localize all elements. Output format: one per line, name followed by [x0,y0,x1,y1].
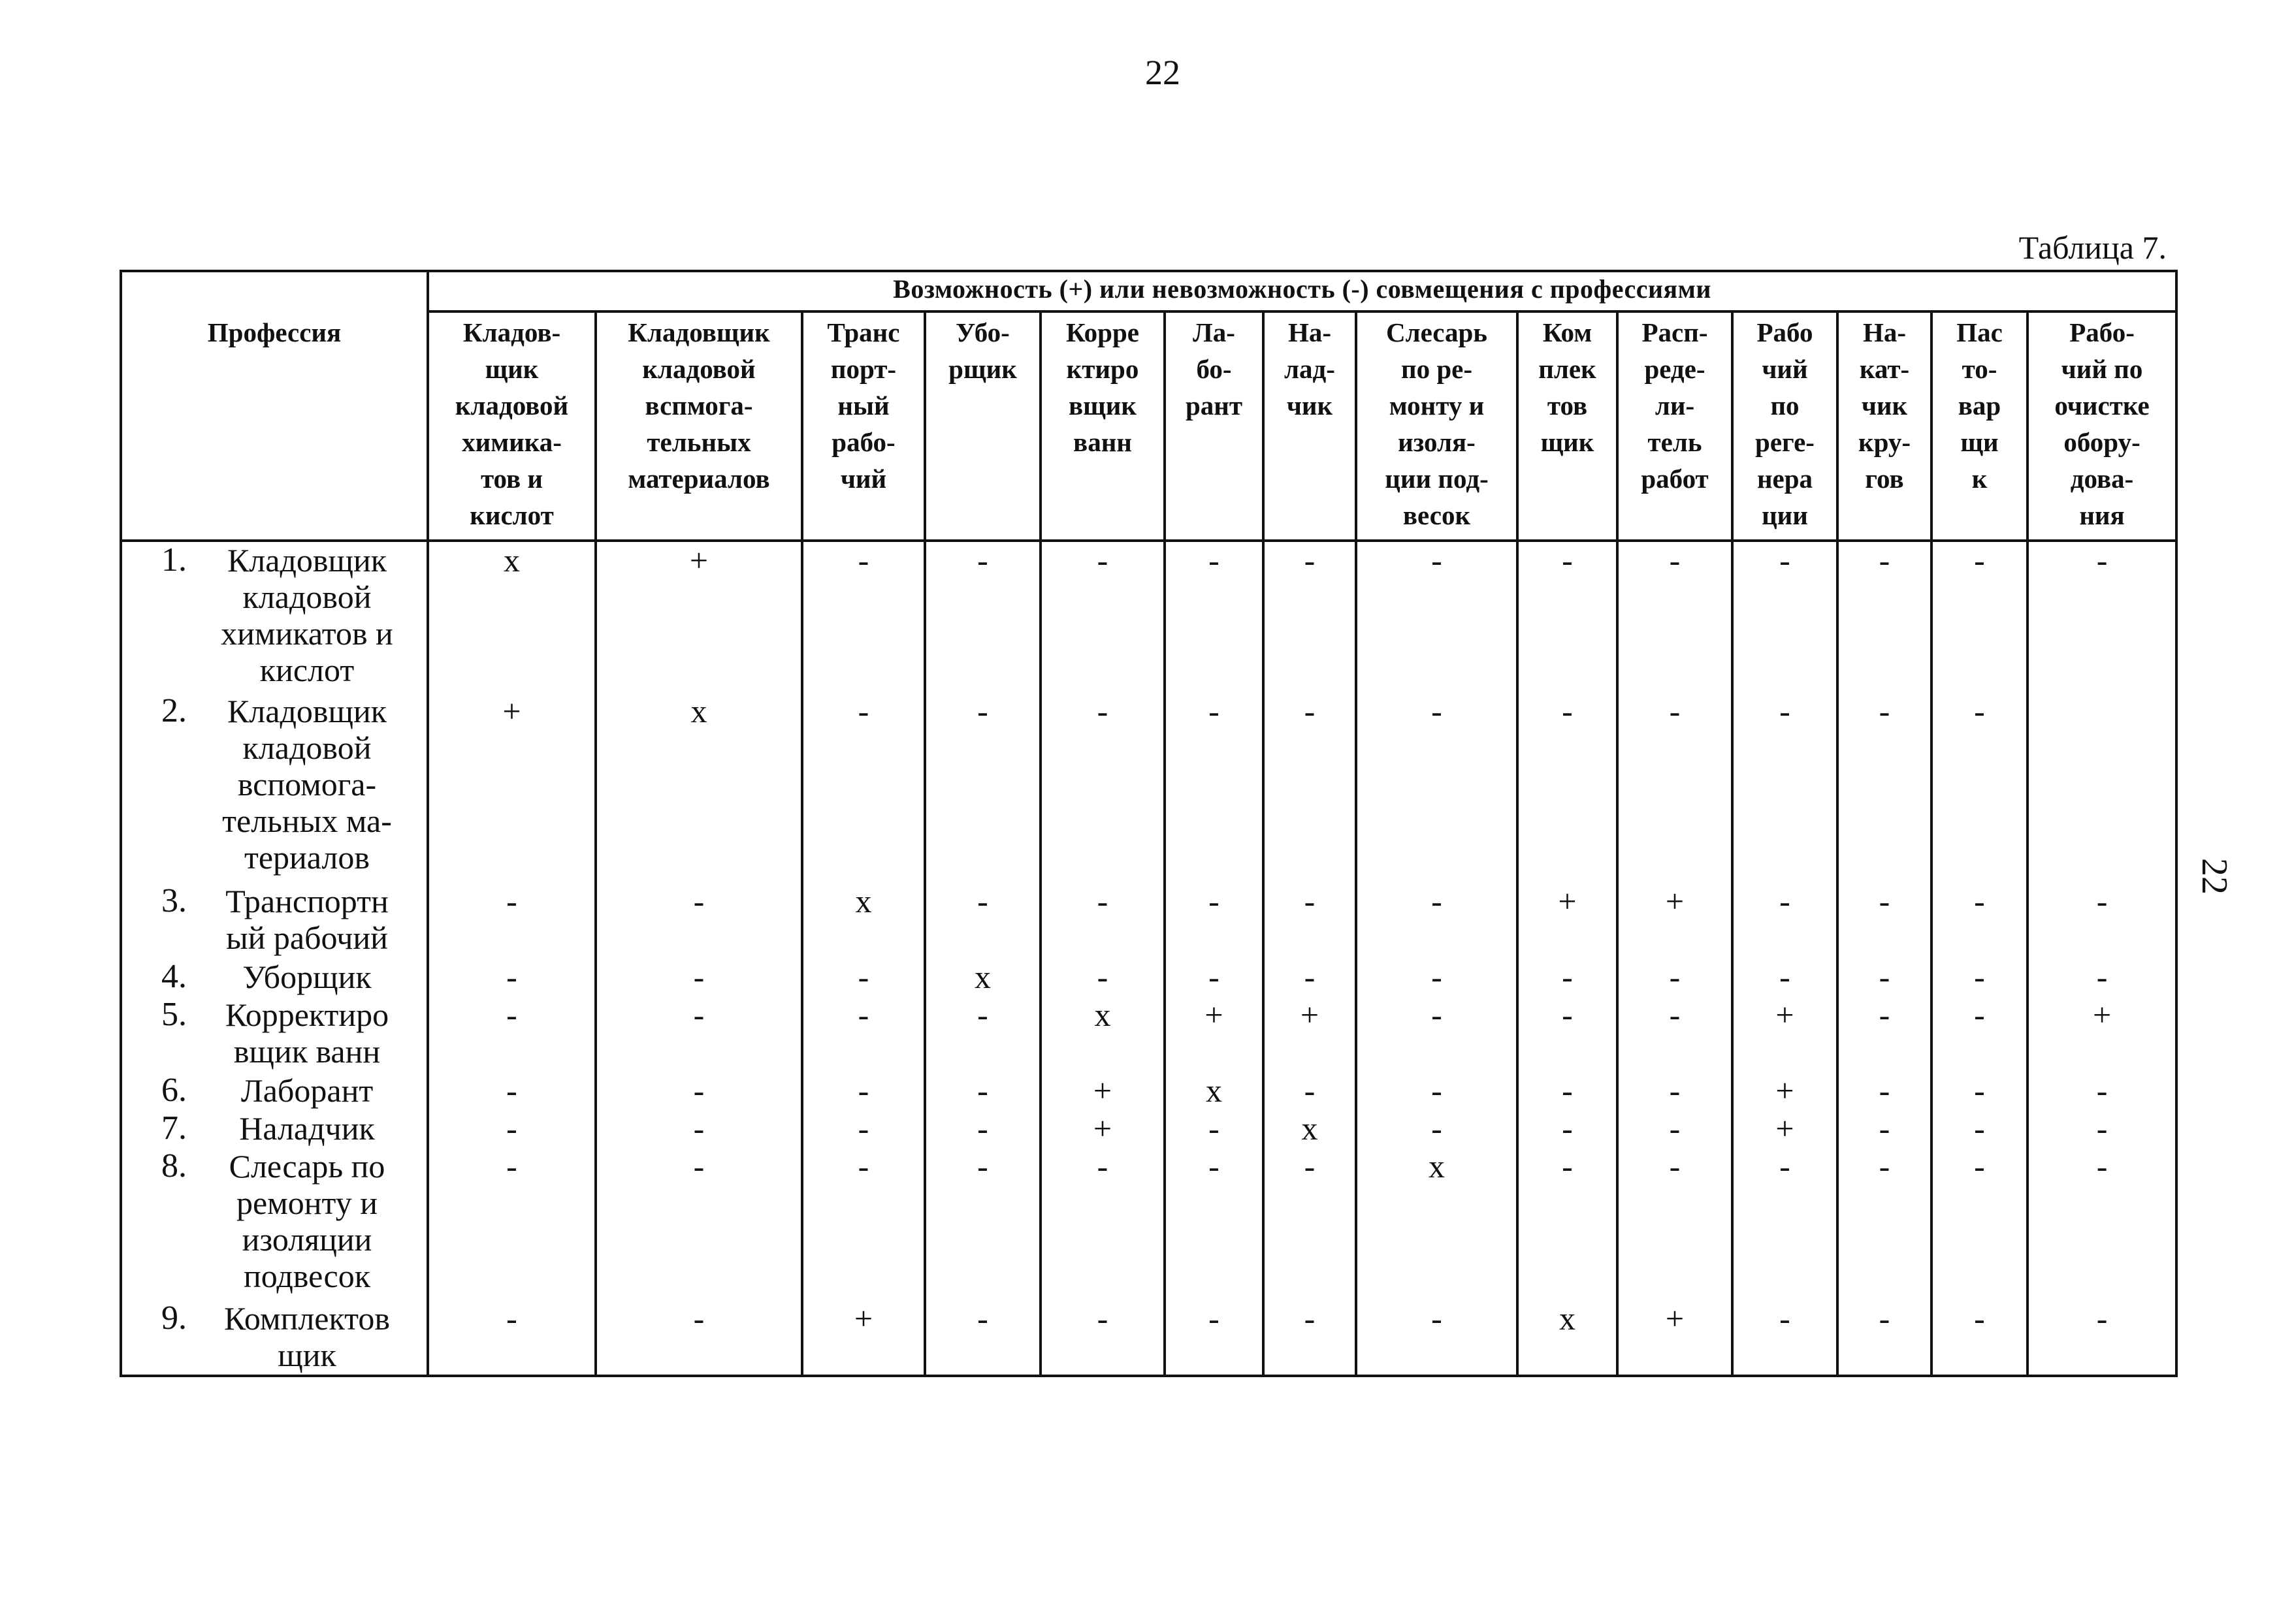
row-number: 9. [161,1299,187,1337]
compatibility-mark: - [1165,1110,1263,1148]
page-number: 22 [1145,53,1180,92]
compatibility-mark: - [1931,1300,2027,1376]
compatibility-mark: - [1517,1072,1617,1110]
row-number: 7. [161,1109,187,1147]
compatibility-mark: - [596,1072,802,1110]
table-row [121,996,2176,1072]
compatibility-mark: - [1617,541,1732,693]
profession-name: Наладчик [239,1110,375,1147]
row-number: 3. [161,882,187,919]
compatibility-mark: - [1931,693,2027,883]
profession-name: Кладовщик кладовой вспомога- тельных ма- териалов [222,693,392,876]
compatibility-mark: - [1931,959,2027,996]
column-header: Рабо- чий по очистке обору- дова- ния [2027,311,2176,541]
compatibility-mark: + [428,693,596,883]
profession-name: Комплектов щик [224,1300,390,1373]
compatibility-mark: - [802,1148,925,1300]
profession-name: Слесарь по ремонту и изоляции подвесок [229,1148,385,1294]
compatibility-mark: - [1041,883,1165,959]
profession-cell [121,959,428,996]
table-row [121,1072,2176,1110]
compatibility-mark: + [2027,996,2176,1072]
compatibility-mark: - [1732,693,1837,883]
column-header: Транс порт- ный рабо- чий [802,311,925,541]
compatibility-mark: - [1041,693,1165,883]
compatibility-mark: + [1041,1072,1165,1110]
compatibility-mark: - [1732,883,1837,959]
compatibility-mark: - [596,1300,802,1376]
compatibility-super-header: Возможность (+) или невозможность (-) совмещения с профессиями [428,271,2176,311]
column-header: Рабо чий по реге- нера ции [1732,311,1837,541]
compatibility-mark: - [1356,996,1517,1072]
compatibility-mark: - [1931,883,2027,959]
table-row [121,959,2176,996]
profession-cell [121,1300,428,1376]
compatibility-mark: - [1165,959,1263,996]
column-header: Кладовщик кладовой вспмога- тельных материалов [596,311,802,541]
compatibility-mark: - [802,996,925,1072]
column-header: Ла- бо- рант [1165,311,1263,541]
compatibility-mark: x [1041,996,1165,1072]
compatibility-mark: - [428,1110,596,1148]
side-page-number: 22 [2194,858,2235,895]
compatibility-mark: - [2027,883,2176,959]
compatibility-mark: - [1517,996,1617,1072]
compatibility-mark: - [1837,1072,1931,1110]
compatibility-mark: - [1931,541,2027,693]
compatibility-mark: - [925,883,1041,959]
compatibility-mark: - [1732,1300,1837,1376]
compatibility-mark: - [1837,996,1931,1072]
compatibility-mark: - [1165,693,1263,883]
table-row [121,1110,2176,1148]
compatibility-mark: + [596,541,802,693]
compatibility-mark: - [1041,1148,1165,1300]
column-header: На- кат- чик кру- гов [1837,311,1931,541]
compatibility-mark: - [2027,1110,2176,1148]
compatibility-mark: - [1837,959,1931,996]
compatibility-mark: - [1837,1300,1931,1376]
compatibility-mark: x [1356,1148,1517,1300]
compatibility-mark: + [1617,1300,1732,1376]
profession-cell [121,693,428,883]
compatibility-mark: + [1732,1110,1837,1148]
compatibility-mark: x [428,541,596,693]
row-number: 5. [161,996,187,1033]
compatibility-mark: + [1041,1110,1165,1148]
compatibility-mark: x [925,959,1041,996]
profession-header-top [121,271,428,311]
compatibility-mark: - [1837,883,1931,959]
compatibility-mark: - [1617,1148,1732,1300]
compatibility-mark: - [1165,1148,1263,1300]
compatibility-mark: - [802,1110,925,1148]
table-caption: Таблица 7. [2018,229,2167,266]
compatibility-mark: - [1517,1110,1617,1148]
compatibility-mark: - [2027,541,2176,693]
compatibility-mark: - [802,959,925,996]
compatibility-mark: - [596,996,802,1072]
compatibility-mark: - [1356,959,1517,996]
compatibility-mark: + [1263,996,1356,1072]
compatibility-mark: - [596,883,802,959]
row-number: 6. [161,1072,187,1109]
profession-column-header: Профессия [121,311,428,541]
row-number: 8. [161,1147,187,1185]
compatibility-mark: x [1517,1300,1617,1376]
compatibility-mark: - [1617,693,1732,883]
compatibility-mark: - [596,959,802,996]
compatibility-mark: - [1517,693,1617,883]
compatibility-mark: - [1517,1148,1617,1300]
compatibility-mark: - [925,693,1041,883]
compatibility-mark: - [1356,1300,1517,1376]
profession-name: Лаборант [240,1072,374,1109]
compatibility-mark: - [1356,1110,1517,1148]
compatibility-mark: - [428,959,596,996]
compatibility-mark: - [1263,693,1356,883]
compatibility-mark: + [1732,996,1837,1072]
compatibility-mark: x [802,883,925,959]
profession-name: Транспортн ый рабочий [225,883,389,956]
compatibility-mark: - [925,541,1041,693]
compatibility-mark: - [1517,959,1617,996]
table-row [121,883,2176,959]
compatibility-mark: - [1041,1300,1165,1376]
row-number: 1. [161,541,187,579]
profession-name: Корректиро вщик ванн [225,996,389,1070]
compatibility-mark: - [925,996,1041,1072]
compatibility-mark: - [428,1300,596,1376]
profession-cell [121,1072,428,1110]
compatibility-mark: x [596,693,802,883]
compatibility-mark: - [1517,541,1617,693]
compatibility-mark: - [1617,1110,1732,1148]
compatibility-mark: - [1165,541,1263,693]
profession-cell [121,996,428,1072]
compatibility-mark: - [1931,1148,2027,1300]
compatibility-mark: - [1165,1300,1263,1376]
profession-cell [121,1148,428,1300]
compatibility-mark: - [1732,959,1837,996]
compatibility-mark: - [1931,1110,2027,1148]
compatibility-mark: - [428,1148,596,1300]
compatibility-mark: + [1165,996,1263,1072]
column-header: Убо- рщик [925,311,1041,541]
row-number: 2. [161,692,187,729]
column-header: Ком плек тов щик [1517,311,1617,541]
profession-cell [121,883,428,959]
compatibility-mark: - [1617,996,1732,1072]
table-row [121,1300,2176,1376]
compatibility-mark: - [596,1110,802,1148]
compatibility-mark: + [1517,883,1617,959]
compatibility-mark [2027,693,2176,883]
profession-cell [121,1110,428,1148]
compatibility-table [120,270,2178,1377]
table-body [121,541,2176,1376]
profession-cell [121,541,428,693]
compatibility-mark: - [1263,959,1356,996]
row-number: 4. [161,958,187,995]
compatibility-mark: - [925,1148,1041,1300]
compatibility-mark: - [1356,1072,1517,1110]
compatibility-mark: - [802,693,925,883]
compatibility-mark: - [1356,541,1517,693]
compatibility-mark: x [1263,1110,1356,1148]
profession-name: Уборщик [242,959,372,995]
table-row [121,693,2176,883]
compatibility-mark: - [1263,1072,1356,1110]
column-header: Корре ктиро вщик ванн [1041,311,1165,541]
table-row [121,541,2176,693]
compatibility-mark: - [1732,1148,1837,1300]
compatibility-mark: - [925,1110,1041,1148]
compatibility-mark: - [1041,541,1165,693]
compatibility-mark: - [2027,1300,2176,1376]
compatibility-mark: - [1263,883,1356,959]
column-header: На- лад- чик [1263,311,1356,541]
compatibility-mark: - [1931,996,2027,1072]
compatibility-mark: - [428,1072,596,1110]
table-row [121,1148,2176,1300]
compatibility-mark: - [802,541,925,693]
compatibility-mark: - [1837,541,1931,693]
column-header: Кладов- щик кладовой химика- тов и кислот [428,311,596,541]
compatibility-mark: - [1356,883,1517,959]
compatibility-mark: - [1165,883,1263,959]
compatibility-mark: - [1837,693,1931,883]
compatibility-mark: - [1732,541,1837,693]
compatibility-mark: + [1617,883,1732,959]
compatibility-mark: - [1041,959,1165,996]
compatibility-mark: - [1931,1072,2027,1110]
compatibility-mark: - [428,883,596,959]
compatibility-mark: - [1263,1300,1356,1376]
compatibility-mark: - [1263,541,1356,693]
compatibility-mark: + [1732,1072,1837,1110]
compatibility-mark: - [802,1072,925,1110]
column-header: Слесарь по ре- монту и изоля- ции под- весок [1356,311,1517,541]
column-header: Расп- реде- ли- тель работ [1617,311,1732,541]
compatibility-mark: - [596,1148,802,1300]
compatibility-mark: - [1356,693,1517,883]
column-header: Пас то- вар щи к [1931,311,2027,541]
compatibility-mark: - [925,1072,1041,1110]
compatibility-mark: x [1165,1072,1263,1110]
compatibility-mark: - [1263,1148,1356,1300]
compatibility-mark: - [1837,1148,1931,1300]
compatibility-mark: - [1617,1072,1732,1110]
compatibility-mark: + [802,1300,925,1376]
compatibility-mark: - [2027,1148,2176,1300]
compatibility-mark: - [925,1300,1041,1376]
compatibility-mark: - [1617,959,1732,996]
compatibility-mark: - [2027,959,2176,996]
compatibility-mark: - [1837,1110,1931,1148]
compatibility-mark: - [2027,1072,2176,1110]
table-header [121,271,2176,541]
profession-name: Кладовщик кладовой химикатов и кислот [221,542,393,688]
compatibility-mark: - [428,996,596,1072]
